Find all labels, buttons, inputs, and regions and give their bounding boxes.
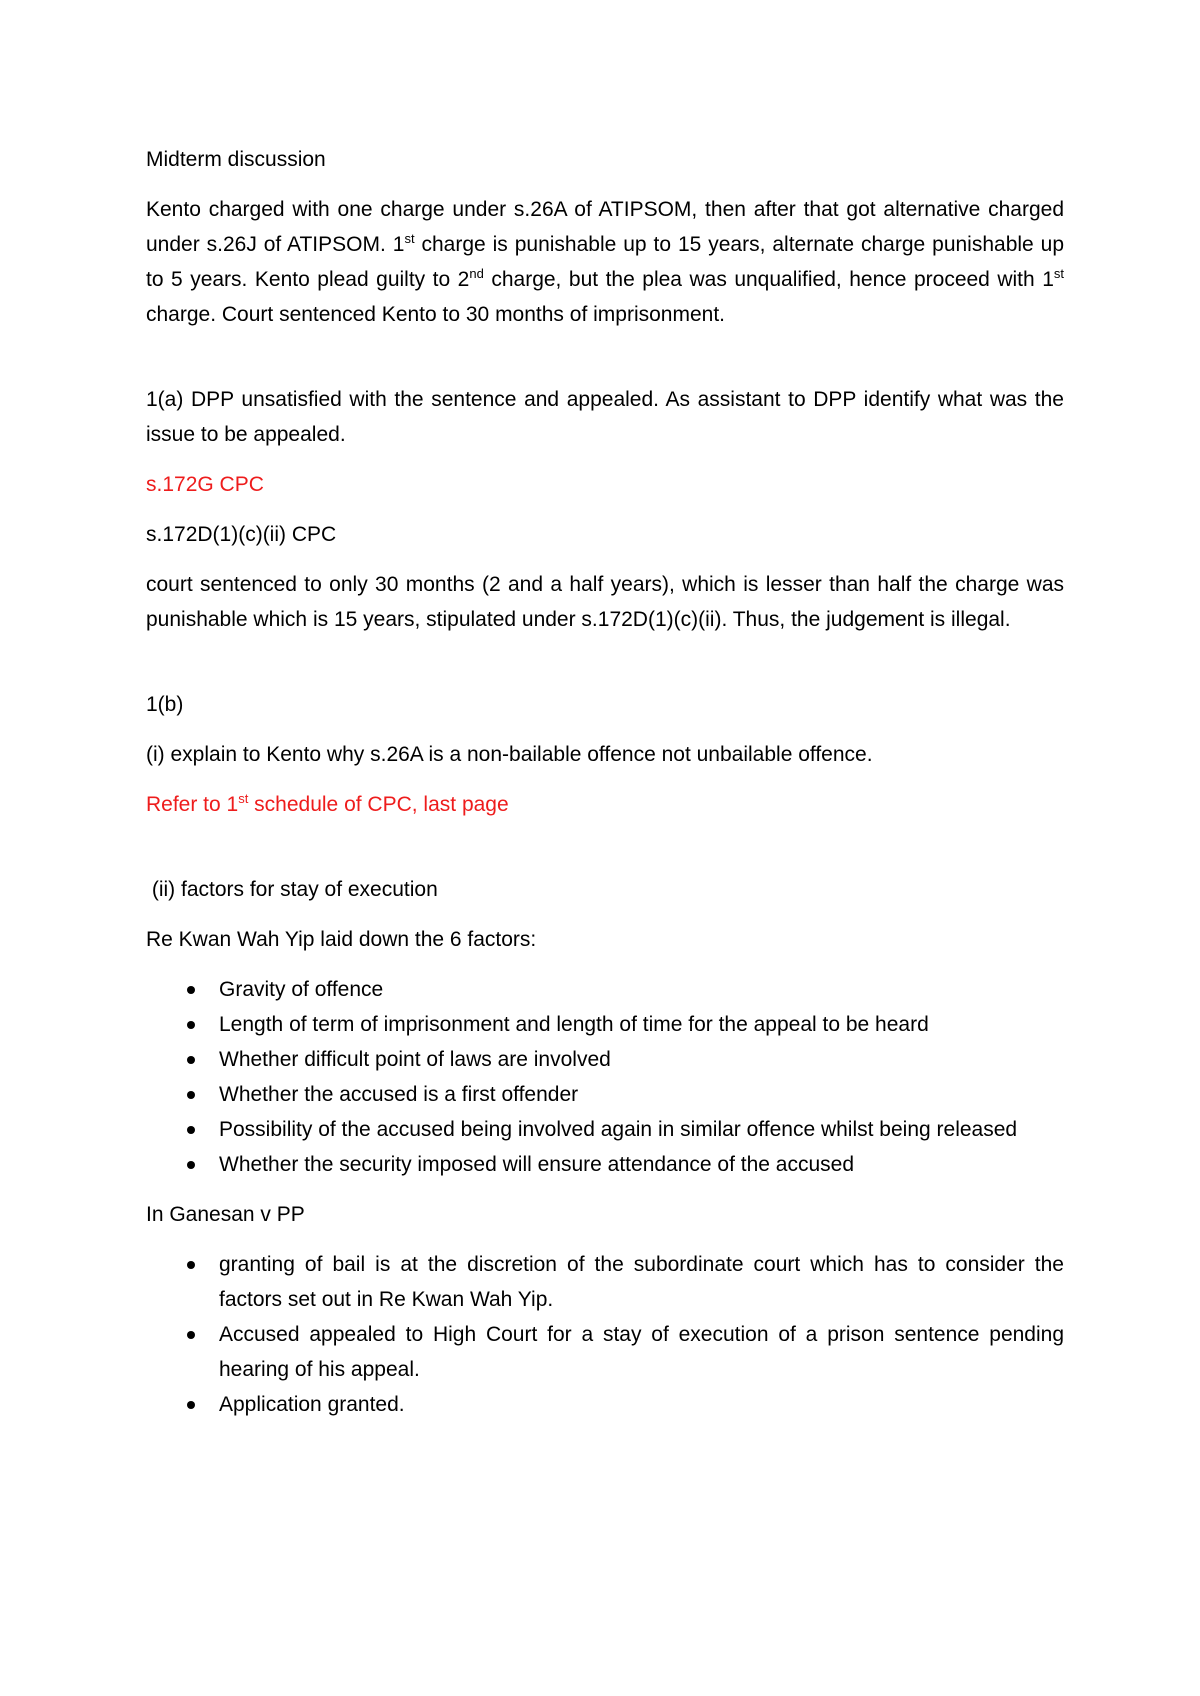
question-1b-ii: (ii) factors for stay of execution [146,878,438,901]
facts-paragraph [146,192,1064,332]
list-item: Gravity of offence [219,972,1064,1007]
case-intro: In Ganesan v PP [146,1203,305,1226]
case-points-list [146,1247,1064,1422]
list-item: Length of term of imprisonment and length of time for the appeal to be heard [219,1007,1064,1042]
factors-intro: Re Kwan Wah Yip laid down the 6 factors: [146,928,537,951]
doc-title: Midterm discussion [146,148,326,171]
list-item: Whether difficult point of laws are involved [219,1042,1064,1077]
facts-text-2: charge is punishable up to 15 years, alternate charge punishable up to 5 years. Kento plead guilty to 2 [146,233,1065,291]
facts-text-1: Kento charged with one charge under s.26A of ATIPSOM, then after that got alternative charged under s.26J of ATIPSOM. 1 [146,198,1064,256]
list-item: Whether the security imposed will ensure attendance of the accused [219,1147,1064,1182]
list-item: Accused appealed to High Court for a stay of execution of a prison sentence pending hearing of his appeal. [219,1317,1064,1387]
answer-1a: court sentenced to only 30 months (2 and a half years), which is lesser than half the charge was punishable which is 15 years, stipulated under s.172D(1)(c)(ii). Thus, the judgement is illegal. [146,573,1064,631]
list-item: Whether the accused is a first offender [219,1077,1064,1112]
list-item: Possibility of the accused being involved again in similar offence whilst being released [219,1112,1064,1147]
reference-s172d: s.172D(1)(c)(ii) CPC [146,523,337,546]
answer-1b-i-sup: st [238,791,249,806]
factors-list [146,972,1064,1182]
facts-sup-1: st [404,231,415,246]
facts-sup-3: st [1053,266,1065,281]
list-item: granting of bail is at the discretion of the subordinate court which has to consider the factors set out in Re Kwan Wah Yip. [219,1247,1064,1317]
facts-text-4: charge. Court sentenced Kento to 30 months of imprisonment. [146,303,725,326]
heading-1b: 1(b) [146,693,184,716]
answer-1b-i-post: schedule of CPC, last page [248,793,509,816]
facts-sup-2: nd [469,266,484,281]
answer-1b-i-pre: Refer to 1 [146,793,239,816]
question-1b-i: (i) explain to Kento why s.26A is a non-bailable offence not unbailable offence. [146,743,873,766]
list-item: Application granted. [219,1387,1064,1422]
reference-s172g: s.172G CPC [146,473,264,496]
document-page [146,142,1064,1437]
question-1a: 1(a) DPP unsatisfied with the sentence and appealed. As assistant to DPP identify what was the issue to be appealed. [146,388,1064,446]
answer-1b-i [146,787,1064,822]
facts-text-3: charge, but the plea was unqualified, hence proceed with 1 [483,268,1054,291]
